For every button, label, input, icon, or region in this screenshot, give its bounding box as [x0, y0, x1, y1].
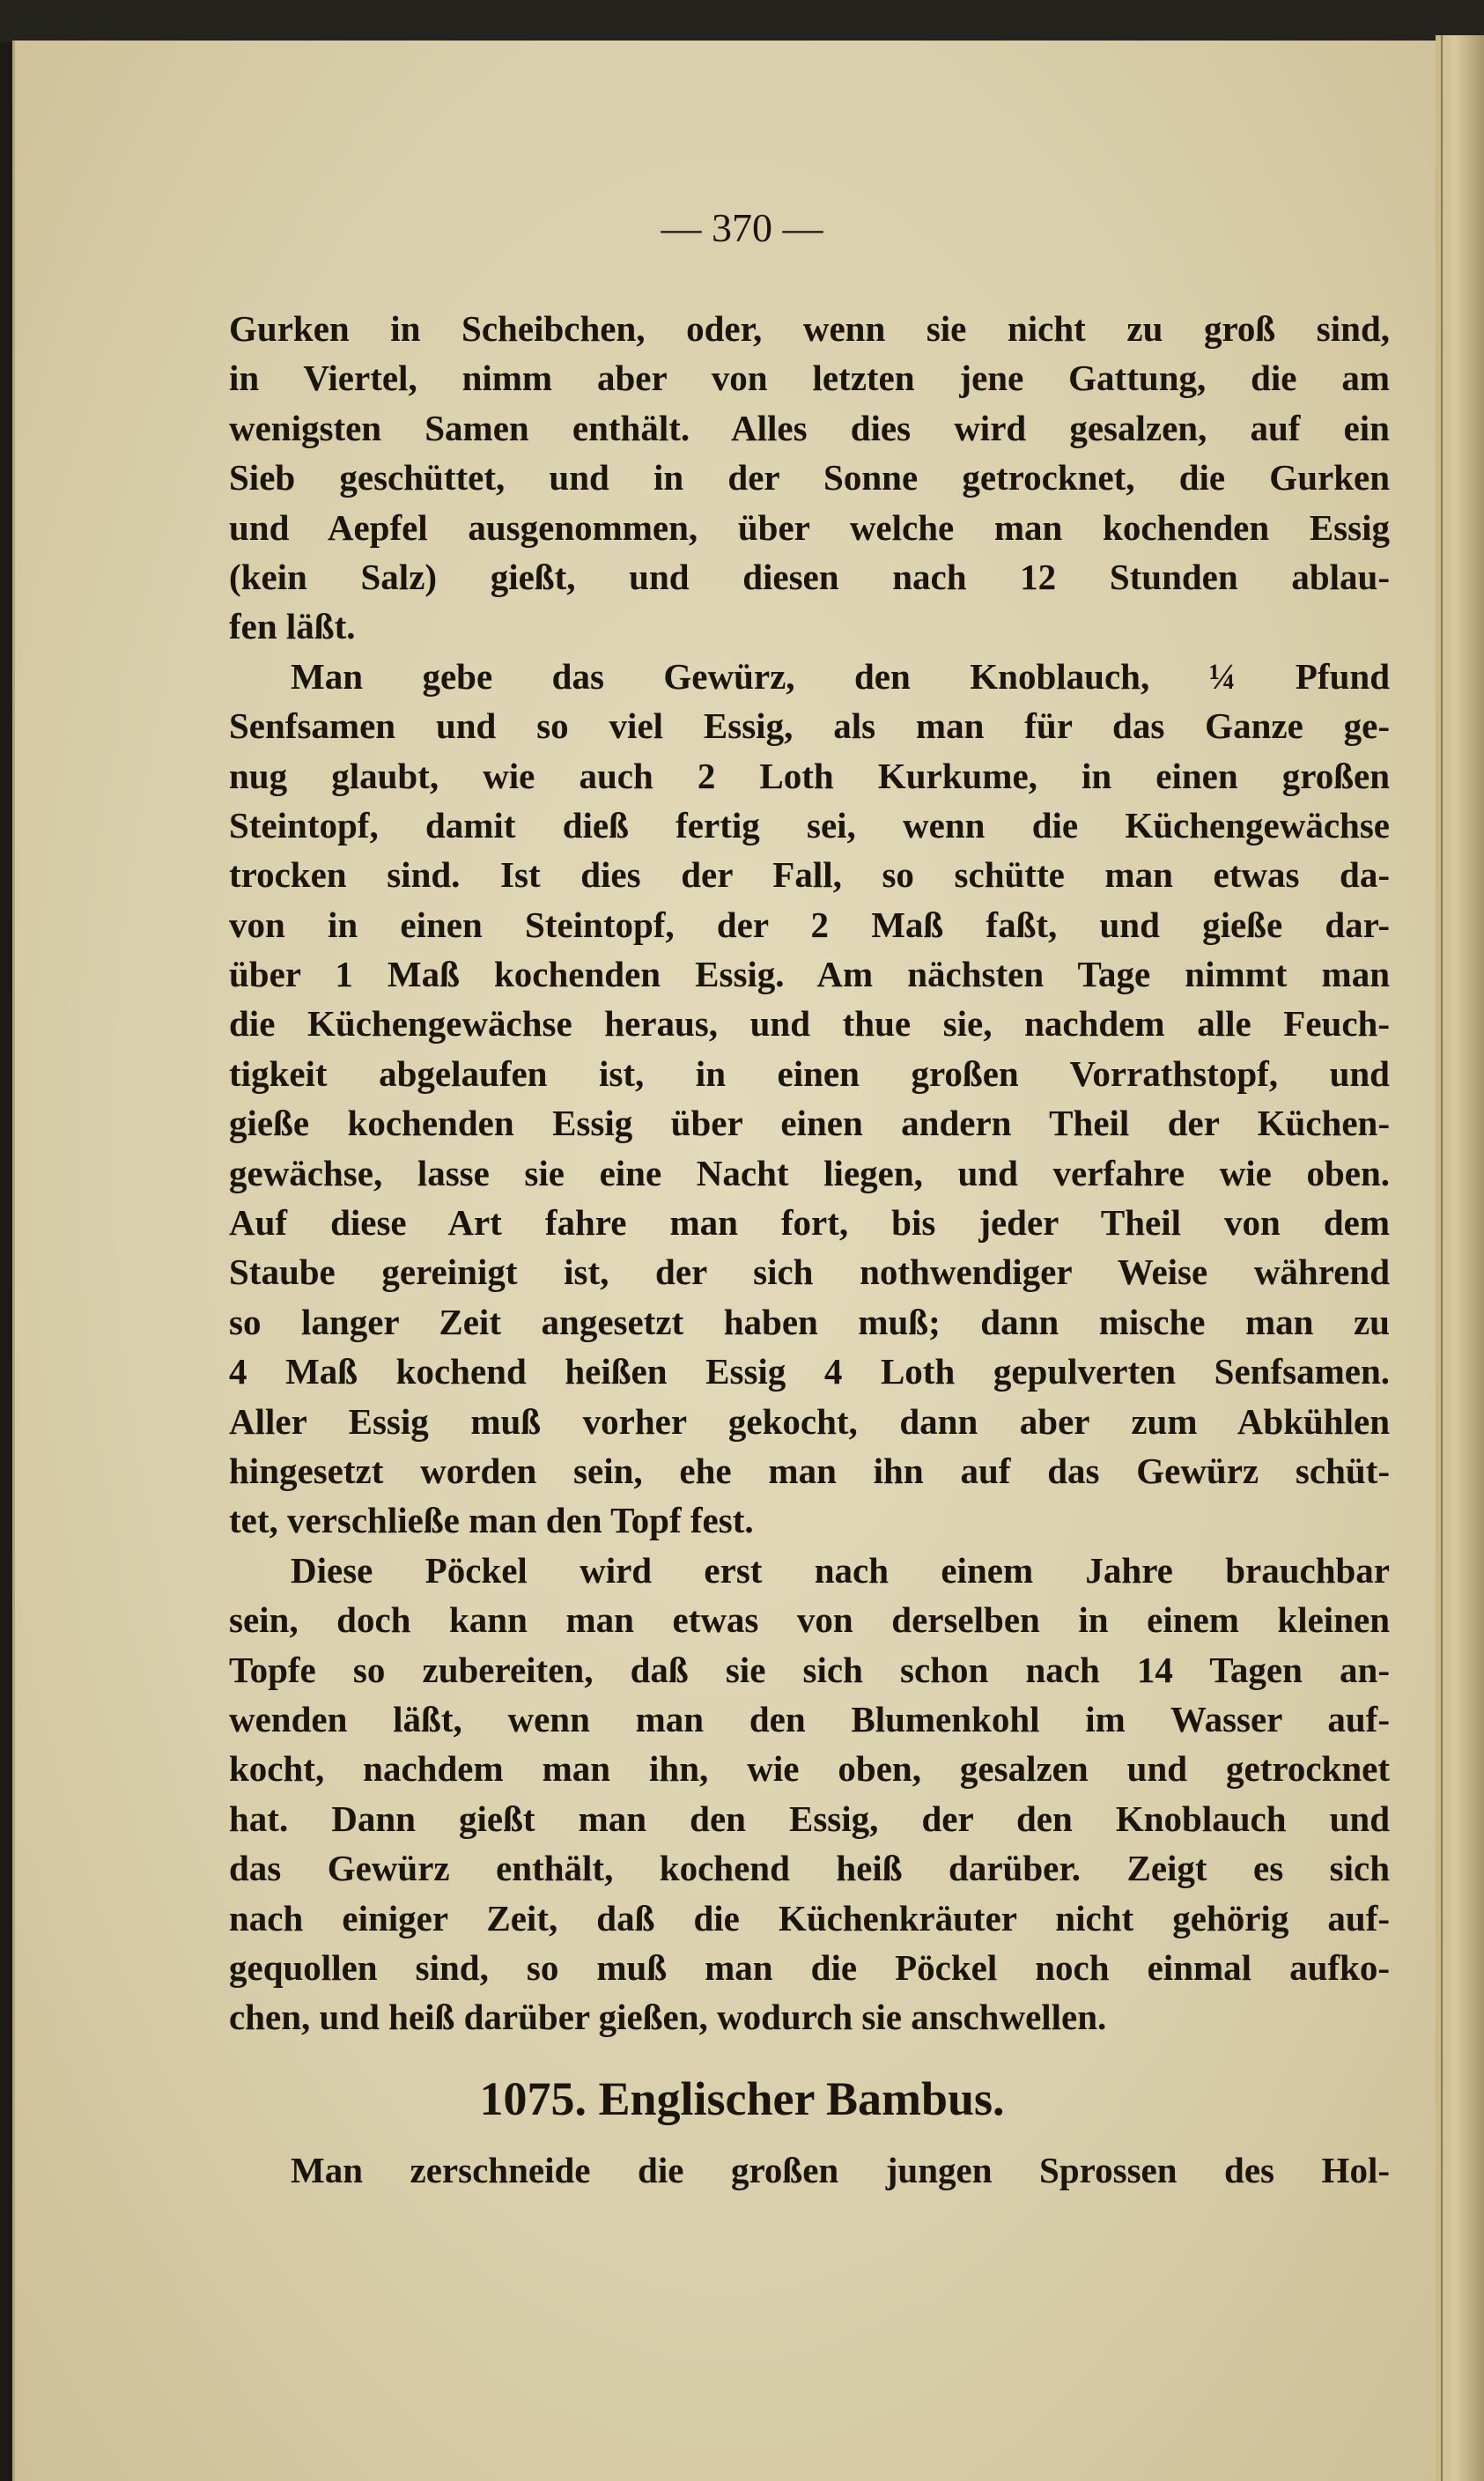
text-line: Man gebe das Gewürz, den Knoblauch, ¼ Pfund	[291, 655, 1390, 697]
text-line: Gurken in Scheibchen, oder, wenn sie nicht zu groß sind,	[229, 308, 1390, 349]
text-line: kocht, nachdem man ihn, wie oben, gesalzen und getrocknet	[229, 1748, 1390, 1790]
text-line: in Viertel, nimm aber von letzten jene Gattung, die am	[229, 358, 1390, 399]
text-line: Aller Essig muß vorher gekocht, dann aber zum Abkühlen	[229, 1400, 1390, 1442]
text-line: (kein Salz) gießt, und diesen nach 12 Stunden ablau-	[229, 556, 1390, 597]
text-line: wenigsten Samen enthält. Alles dies wird gesalzen, auf ein	[229, 407, 1390, 448]
text-line: Diese Pöckel wird erst nach einem Jahre brauchbar	[291, 1549, 1390, 1591]
text-line: die Küchengewächse heraus, und thue sie, nachdem alle Feuch-	[229, 1003, 1390, 1045]
text-line: Auf diese Art fahre man fort, bis jeder Theil von dem	[229, 1202, 1390, 1244]
text-line: und Aepfel ausgenommen, über welche man kochenden Essig	[229, 506, 1390, 548]
text-line: hat. Dann gießt man den Essig, der den Knoblauch und	[229, 1798, 1390, 1839]
text-line: so langer Zeit angesetzt haben muß; dann mische man zu	[229, 1301, 1390, 1342]
text-line: trocken sind. Ist dies der Fall, so schütte man etwas da-	[229, 854, 1390, 896]
text-line: tet, verschließe man den Topf fest.	[229, 1500, 754, 1541]
text-line: Staube gereinigt ist, der sich nothwendiger Weise während	[229, 1252, 1390, 1293]
text-line: fen läßt.	[229, 606, 356, 647]
section-first-line: Man zerschneide die großen jungen Sprossen des Hol-	[291, 2150, 1390, 2190]
page-number: — 370 —	[661, 205, 823, 250]
text-line: über 1 Maß kochenden Essig. Am nächsten Tage nimmt man	[229, 954, 1390, 995]
text-line: das Gewürz enthält, kochend heiß darüber. Zeigt es sich	[229, 1848, 1390, 1889]
text-line: nach einiger Zeit, daß die Küchenkräuter nicht gehörig auf-	[229, 1897, 1390, 1938]
text-line: gewächse, lasse sie eine Nacht liegen, und verfahre wie oben.	[229, 1152, 1390, 1193]
text-line: nug glaubt, wie auch 2 Loth Kurkume, in einen großen	[229, 755, 1390, 796]
scan-background-top	[0, 0, 1484, 42]
text-line: gieße kochenden Essig über einen andern Theil der Küchen-	[229, 1103, 1390, 1144]
body-text	[229, 304, 1390, 2042]
text-line: Sieb geschüttet, und in der Sonne getrocknet, die Gurken	[229, 457, 1390, 498]
text-line: Senfsamen und so viel Essig, als man für das Ganze ge-	[229, 705, 1390, 747]
text-line: gequollen sind, so muß man die Pöckel noch einmal aufko-	[229, 1946, 1390, 1988]
section-heading: 1075. Englischer Bambus.	[479, 2072, 1005, 2125]
text-line: Topfe so zubereiten, daß sie sich schon nach 14 Tagen an-	[229, 1649, 1390, 1690]
text-line: chen, und heiß darüber gießen, wodurch sie anschwellen.	[229, 1997, 1107, 2038]
text-line: 4 Maß kochend heißen Essig 4 Loth gepulverten Senfsamen.	[229, 1351, 1390, 1392]
text-line: tigkeit abgelaufen ist, in einen großen Vorrathstopf, und	[229, 1052, 1390, 1094]
text-line: Steintopf, damit dieß fertig sei, wenn die Küchengewächse	[229, 804, 1390, 845]
text-line: sein, doch kann man etwas von derselben in einem kleinen	[229, 1599, 1390, 1641]
text-line: von in einen Steintopf, der 2 Maß faßt, und gieße dar-	[229, 904, 1390, 945]
text-line: hingesetzt worden sein, ehe man ihn auf das Gewürz schüt-	[229, 1450, 1390, 1491]
text-line: wenden läßt, wenn man den Blumenkohl im Wasser auf-	[229, 1698, 1390, 1739]
